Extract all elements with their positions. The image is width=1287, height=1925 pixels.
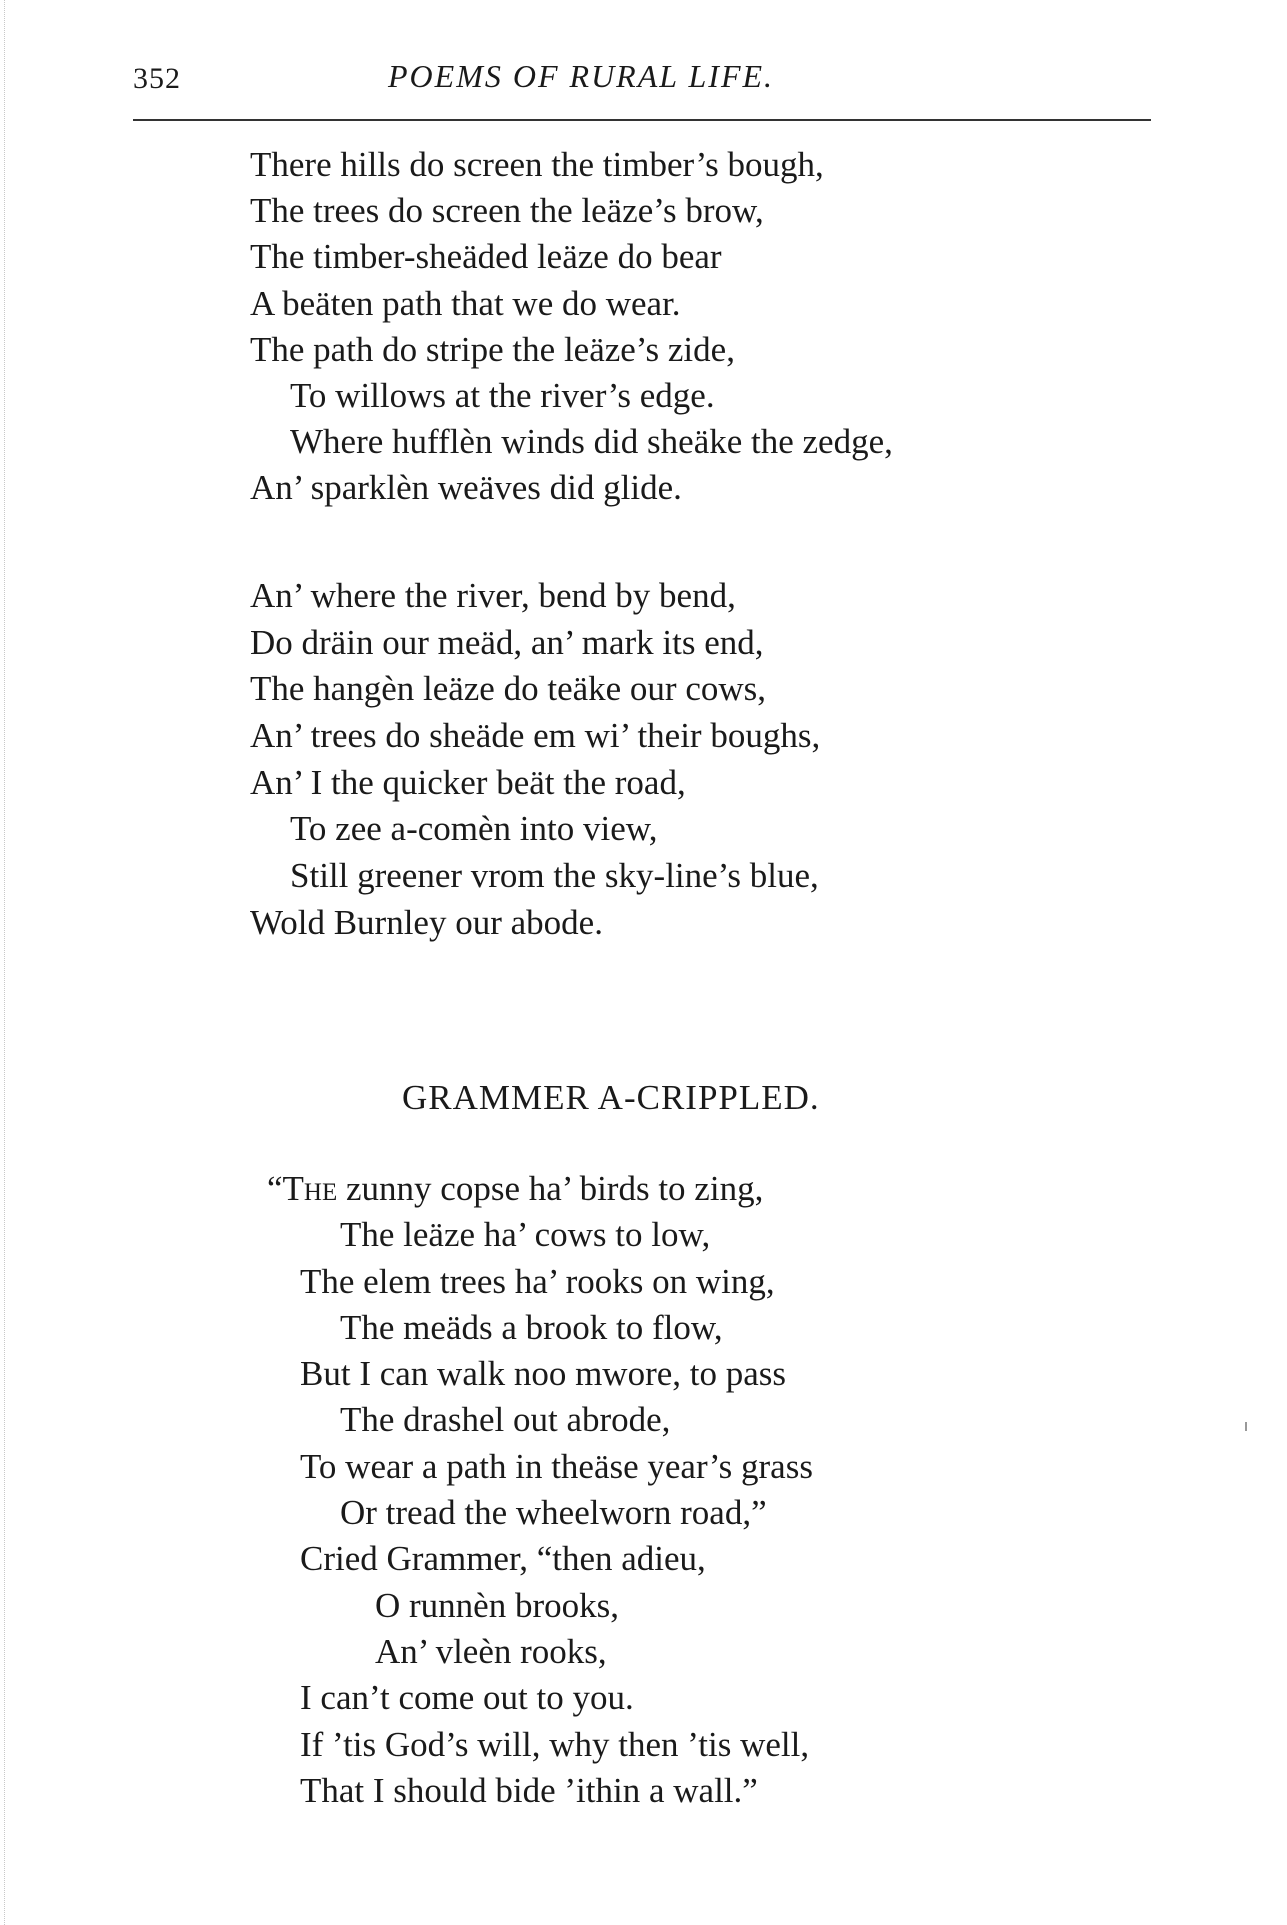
first-line-rest: zunny copse ha’ birds to zing, — [337, 1169, 764, 1208]
verse-line: Or tread the wheelworn road,” — [340, 1493, 767, 1533]
verse-line: An’ vleèn rooks, — [375, 1631, 607, 1671]
verse-line: The elem trees ha’ rooks on wing, — [300, 1261, 775, 1301]
poem-title: GRAMMER A-CRIPPLED. — [402, 1078, 820, 1117]
print-speck — [1245, 1422, 1247, 1431]
verse-line: An’ sparklèn weäves did glide. — [250, 468, 682, 508]
verse-line: An’ where the river, bend by bend, — [250, 576, 736, 615]
page-number: 352 — [133, 62, 181, 95]
verse-line: The path do stripe the leäze’s zide, — [250, 329, 735, 369]
verse-line-first — [267, 1166, 813, 1212]
running-title: POEMS OF RURAL LIFE. — [388, 58, 775, 94]
verse-line: The timber-sheäded leäze do bear — [250, 237, 722, 277]
verse-line: Cried Grammer, “then adieu, — [300, 1539, 706, 1579]
verse-line: To wear a path in theäse year’s grass — [300, 1446, 813, 1486]
poem-grammer-a-crippled — [267, 1166, 813, 1814]
verse-line: A beäten path that we do wear. — [250, 283, 681, 323]
page-edge-divider — [4, 0, 5, 1925]
verse-line: That I should bide ’ithin a wall.” — [300, 1770, 758, 1810]
verse-line: The drashel out abrode, — [340, 1400, 671, 1440]
verse-line: But I can walk noo mwore, to pass — [300, 1354, 787, 1394]
verse-line: An’ trees do sheäde em wi’ their boughs, — [250, 716, 821, 756]
verse-line: If ’tis God’s will, why then ’tis well, — [300, 1724, 810, 1764]
verse-line: The leäze ha’ cows to low, — [340, 1215, 711, 1255]
header-rule — [133, 119, 1151, 121]
verse-line: An’ I the quicker beät the road, — [250, 762, 686, 802]
verse-line: Still greener vrom the sky-line’s blue, — [290, 856, 819, 896]
verse-line: I can’t come out to you. — [300, 1678, 634, 1718]
verse-line: Wold Burnley our abode. — [250, 902, 603, 942]
stanza-2 — [250, 573, 820, 947]
verse-line: Do dräin our meäd, an’ mark its end, — [250, 622, 764, 662]
verse-line: There hills do screen the timber’s bough, — [250, 145, 824, 184]
verse-line: The meäds a brook to flow, — [340, 1307, 723, 1347]
verse-line: Where hufflèn winds did sheäke the zedge, — [290, 422, 893, 462]
stanza-1 — [250, 142, 893, 512]
verse-line: To willows at the river’s edge. — [290, 375, 715, 415]
verse-line: O runnèn brooks, — [375, 1585, 619, 1625]
first-word: The — [282, 1169, 338, 1208]
open-quote: “ — [267, 1169, 283, 1208]
verse-line: The hangèn leäze do teäke our cows, — [250, 669, 767, 709]
verse-line: The trees do screen the leäze’s brow, — [250, 191, 764, 231]
verse-line: To zee a-comèn into view, — [290, 809, 658, 849]
